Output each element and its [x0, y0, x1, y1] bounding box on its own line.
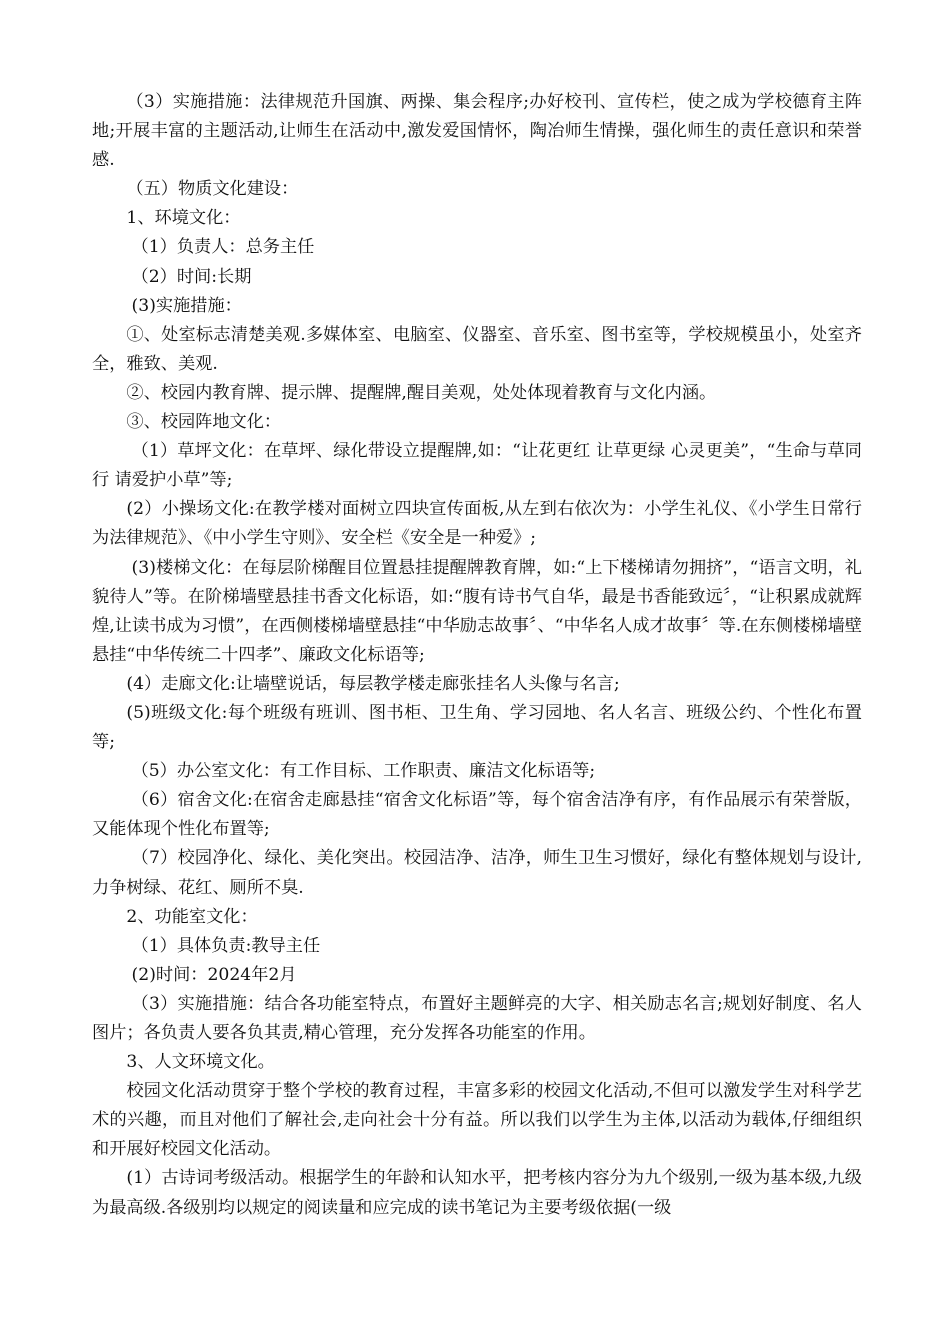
paragraph-specific-responsible: （1）具体负责:教导主任	[131, 935, 321, 956]
paragraph-campus-signs: ②、校园内教育牌、提示牌、提醒牌,醒目美观，处处体现着教育与文化内涵。	[126, 382, 717, 403]
paragraph-campus-greening: （7）校园净化、绿化、美化突出。校园洁净、洁净，师生卫生习惯好，绿化有整体规划与设计,力争树绿、花红、厕所不臭.	[92, 848, 862, 898]
heading-humanistic-culture: 3、人文环境文化。	[126, 1052, 275, 1073]
paragraph-campus-activities: 校园文化活动贯穿于整个学校的教育过程，丰富多彩的校园文化活动,不但可以激发学生对科学艺术的兴趣，而且对他们了解社会,走向社会十分有益。所以我们以学生为主体,以活动为载体,仔细组织和开展好校园文化活动。	[92, 1081, 862, 1160]
paragraph-office-culture: （5）办公室文化：有工作目标、工作职责、廉洁文化标语等;	[131, 761, 596, 782]
paragraph-time: （2）时间:长期	[131, 266, 252, 287]
paragraph-corridor-culture: (4）走廊文化:让墙壁说话，每层教学楼走廊张挂名人头像与名言;	[126, 673, 620, 694]
paragraph-implementation-measures: （3）实施措施：法律规范升国旗、两操、集会程序;办好校刊、宣传栏，使之成为学校德育主阵地;开展丰富的主题活动,让师生在活动中,激发爱国情怀，陶冶师生情操，强化师生的责任意识和荣誉感.	[92, 92, 862, 171]
paragraph-dorm-culture: （6）宿舍文化:在宿舍走廊悬挂“宿舍文化标语”等，每个宿舍洁净有序，有作品展示有荣誉版，又能体现个性化布置等;	[92, 790, 862, 840]
paragraph-function-time: (2)时间：2024年2月	[131, 964, 297, 985]
paragraph-responsible-person: （1）负责人：总务主任	[131, 237, 315, 258]
paragraph-function-measures: （3）实施措施：结合各功能室特点，布置好主题鲜亮的大字、相关励志名言;规划好制度、名人图片；各负责人要各负其责,精心管理，充分发挥各功能室的作用。	[92, 993, 862, 1043]
paragraph-measures-heading: (3)实施措施：	[131, 295, 242, 316]
paragraph-playground-culture: (2）小操场文化:在教学楼对面树立四块宣传面板,从左到右依次为：小学生礼仪、《小学生日常行为法律规范》、《中小学生守则》、安全栏《安全是一种爱》;	[92, 499, 862, 549]
paragraph-campus-position-culture: ③、校园阵地文化：	[126, 412, 282, 433]
paragraph-poetry-grading: (1）古诗词考级活动。根据学生的年龄和认知水平，把考核内容分为九个级别,一级为基本级,九级为最高级.各级别均以规定的阅读量和应完成的读书笔记为主要考级依据(一级	[92, 1168, 862, 1218]
heading-environment-culture: 1、环境文化：	[126, 208, 241, 229]
document-page	[92, 88, 862, 1223]
paragraph-lawn-culture: （1）草坪文化：在草坪、绿化带设立提醒牌,如：“让花更红 让草更绿 心灵更美”，“生命与草同行 请爱护小草”等;	[92, 441, 862, 491]
heading-material-culture: （五）物质文化建设：	[126, 179, 299, 200]
paragraph-office-signs: ①、处室标志清楚美观.多媒体室、电脑室、仪器室、音乐室、图书室等，学校规模虽小，处室齐全，雅致、美观.	[92, 324, 862, 374]
paragraph-class-culture: (5)班级文化:每个班级有班训、图书柜、卫生角、学习园地、名人名言、班级公约、个性化布置等;	[92, 702, 862, 753]
heading-function-room-culture: 2、功能室文化：	[126, 906, 258, 927]
paragraph-stairs-culture: (3)楼梯文化：在每层阶梯醒目位置悬挂提醒牌教育牌，如:“上下楼梯请勿拥挤”，“语言文明，礼貌待人”等。在阶梯墙壁悬挂书香文化标语，如:“腹有诗书气自华，最是书香能致远〞，“让积累成就辉煌,让读书成为习惯”，在西侧楼梯墙壁悬挂“中华励志故事〞、“中华名人成才故事〞等.在东侧楼梯墙壁悬挂“中华传统二十四孝”、廉政文化标语等;	[92, 557, 862, 665]
